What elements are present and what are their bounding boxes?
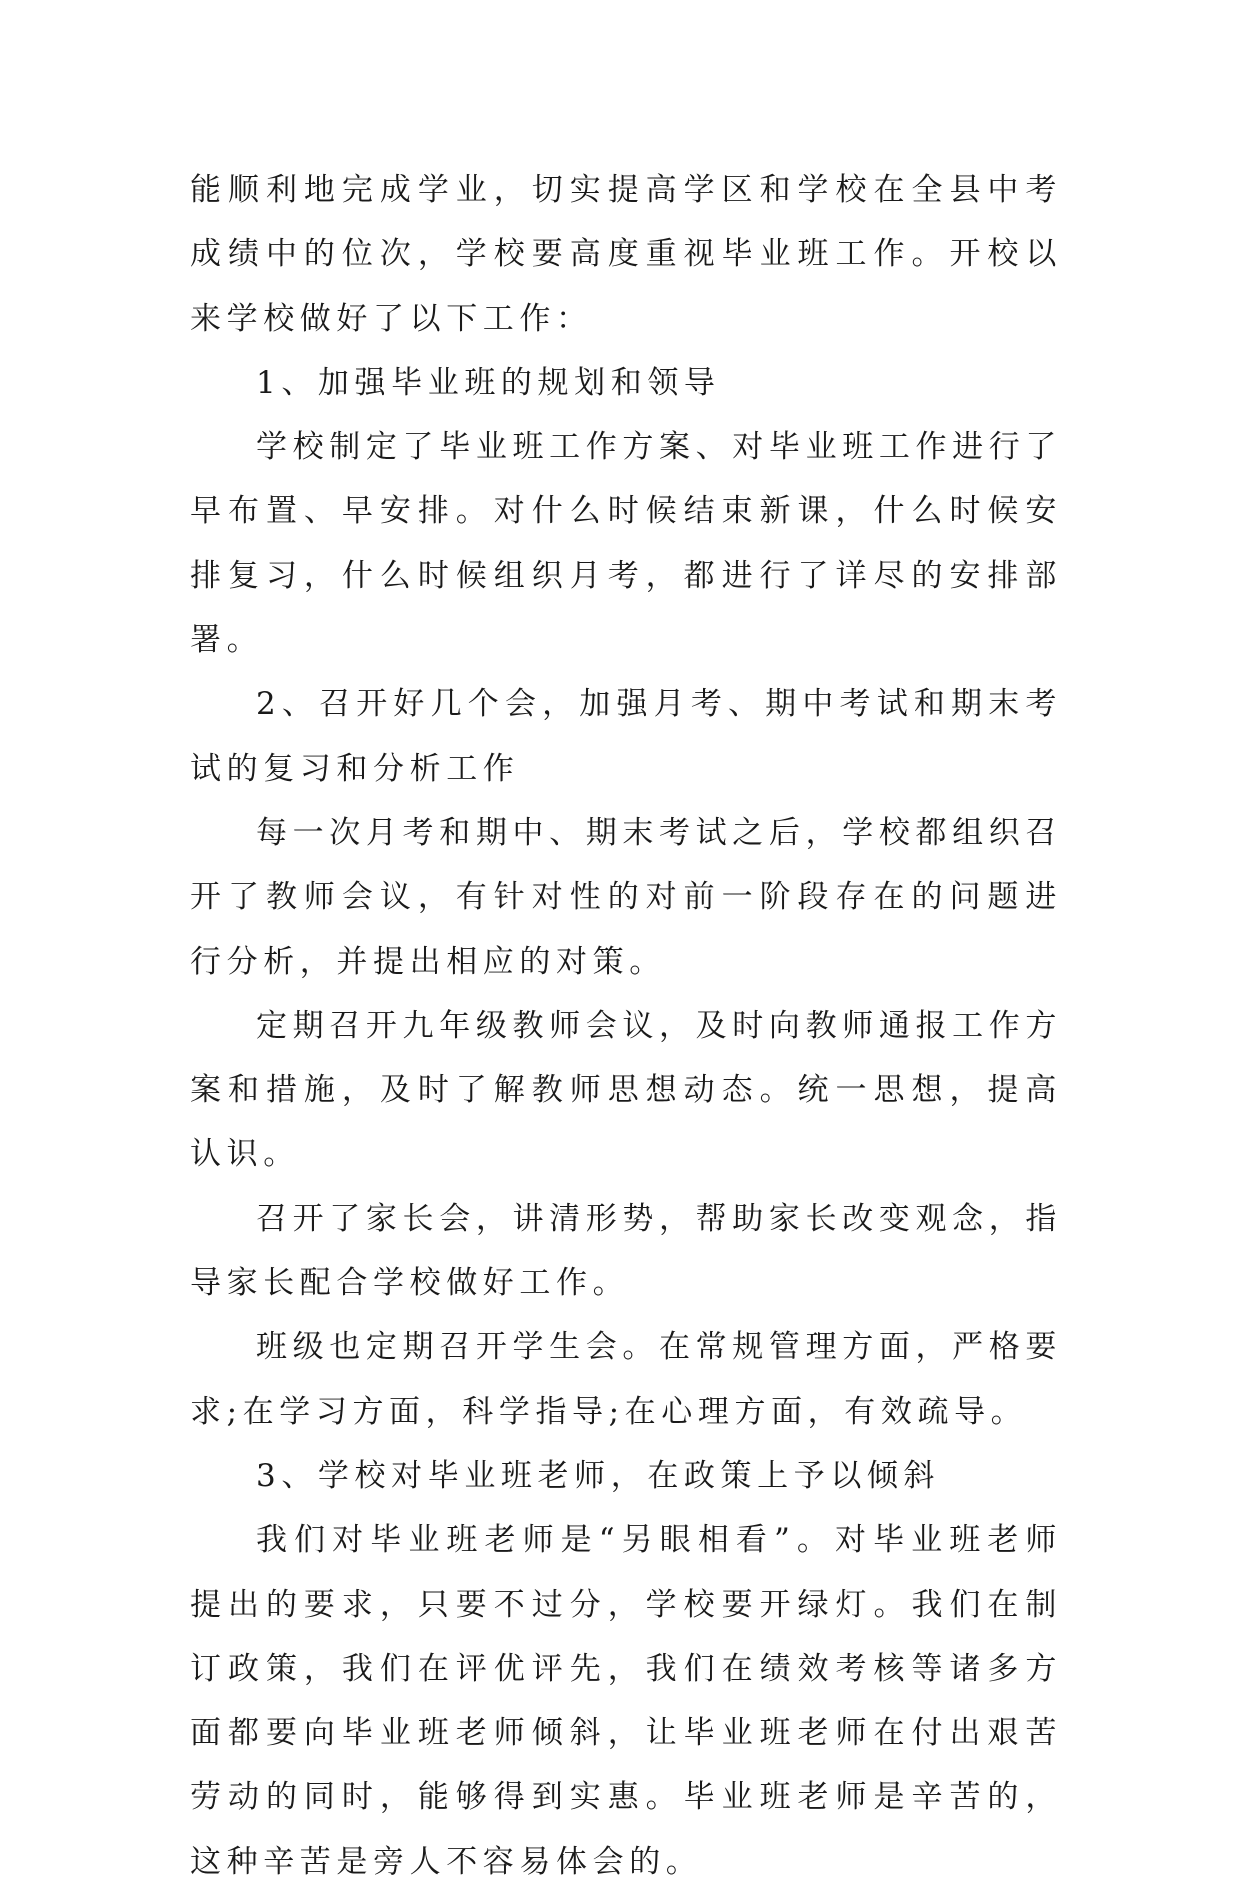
paragraph: 学校制定了毕业班工作方案、对毕业班工作进行了早布置、早安排。对什么时候结束新课，什么时候安排复习，什么时候组织月考，都进行了详尽的安排部署。: [190, 429, 1062, 659]
heading-item-2: 2、召开好几个会，加强月考、期中考试和期末考试的复习和分析工作: [190, 686, 1062, 787]
paragraph: 我们对毕业班老师是“另眼相看”。对毕业班老师提出的要求，只要不过分，学校要开绿灯。我们在制订政策，我们在评优评先，我们在绩效考核等诸多方面都要向毕业班老师倾斜，让毕业班老师在付出艰苦劳动的同时，能够得到实惠。毕业班老师是辛苦的，这种辛苦是旁人不容易体会的。: [190, 1522, 1062, 1880]
paragraph: 定期召开九年级教师会议，及时向教师通报工作方案和措施，及时了解教师思想动态。统一思想，提高认识。: [190, 1007, 1062, 1173]
heading-item-3: 3、学校对毕业班老师，在政策上予以倾斜: [256, 1457, 941, 1494]
paragraph: 召开了家长会，讲清形势，帮助家长改变观念，指导家长配合学校做好工作。: [190, 1200, 1062, 1302]
paragraph: 每一次月考和期中、期末考试之后，学校都组织召开了教师会议，有针对性的对前一阶段存在的问题进行分析，并提出相应的对策。: [190, 814, 1062, 980]
heading-item-1: 1、加强毕业班的规划和领导: [256, 364, 721, 401]
document-body: [190, 158, 1062, 1894]
paragraph: 班级也定期召开学生会。在常规管理方面，严格要求;在学习方面，科学指导;在心理方面，有效疏导。: [190, 1329, 1062, 1430]
paragraph-continuation: 能顺利地完成学业，切实提高学区和学校在全县中考成绩中的位次，学校要高度重视毕业班工作。开校以来学校做好了以下工作：: [190, 172, 1062, 337]
